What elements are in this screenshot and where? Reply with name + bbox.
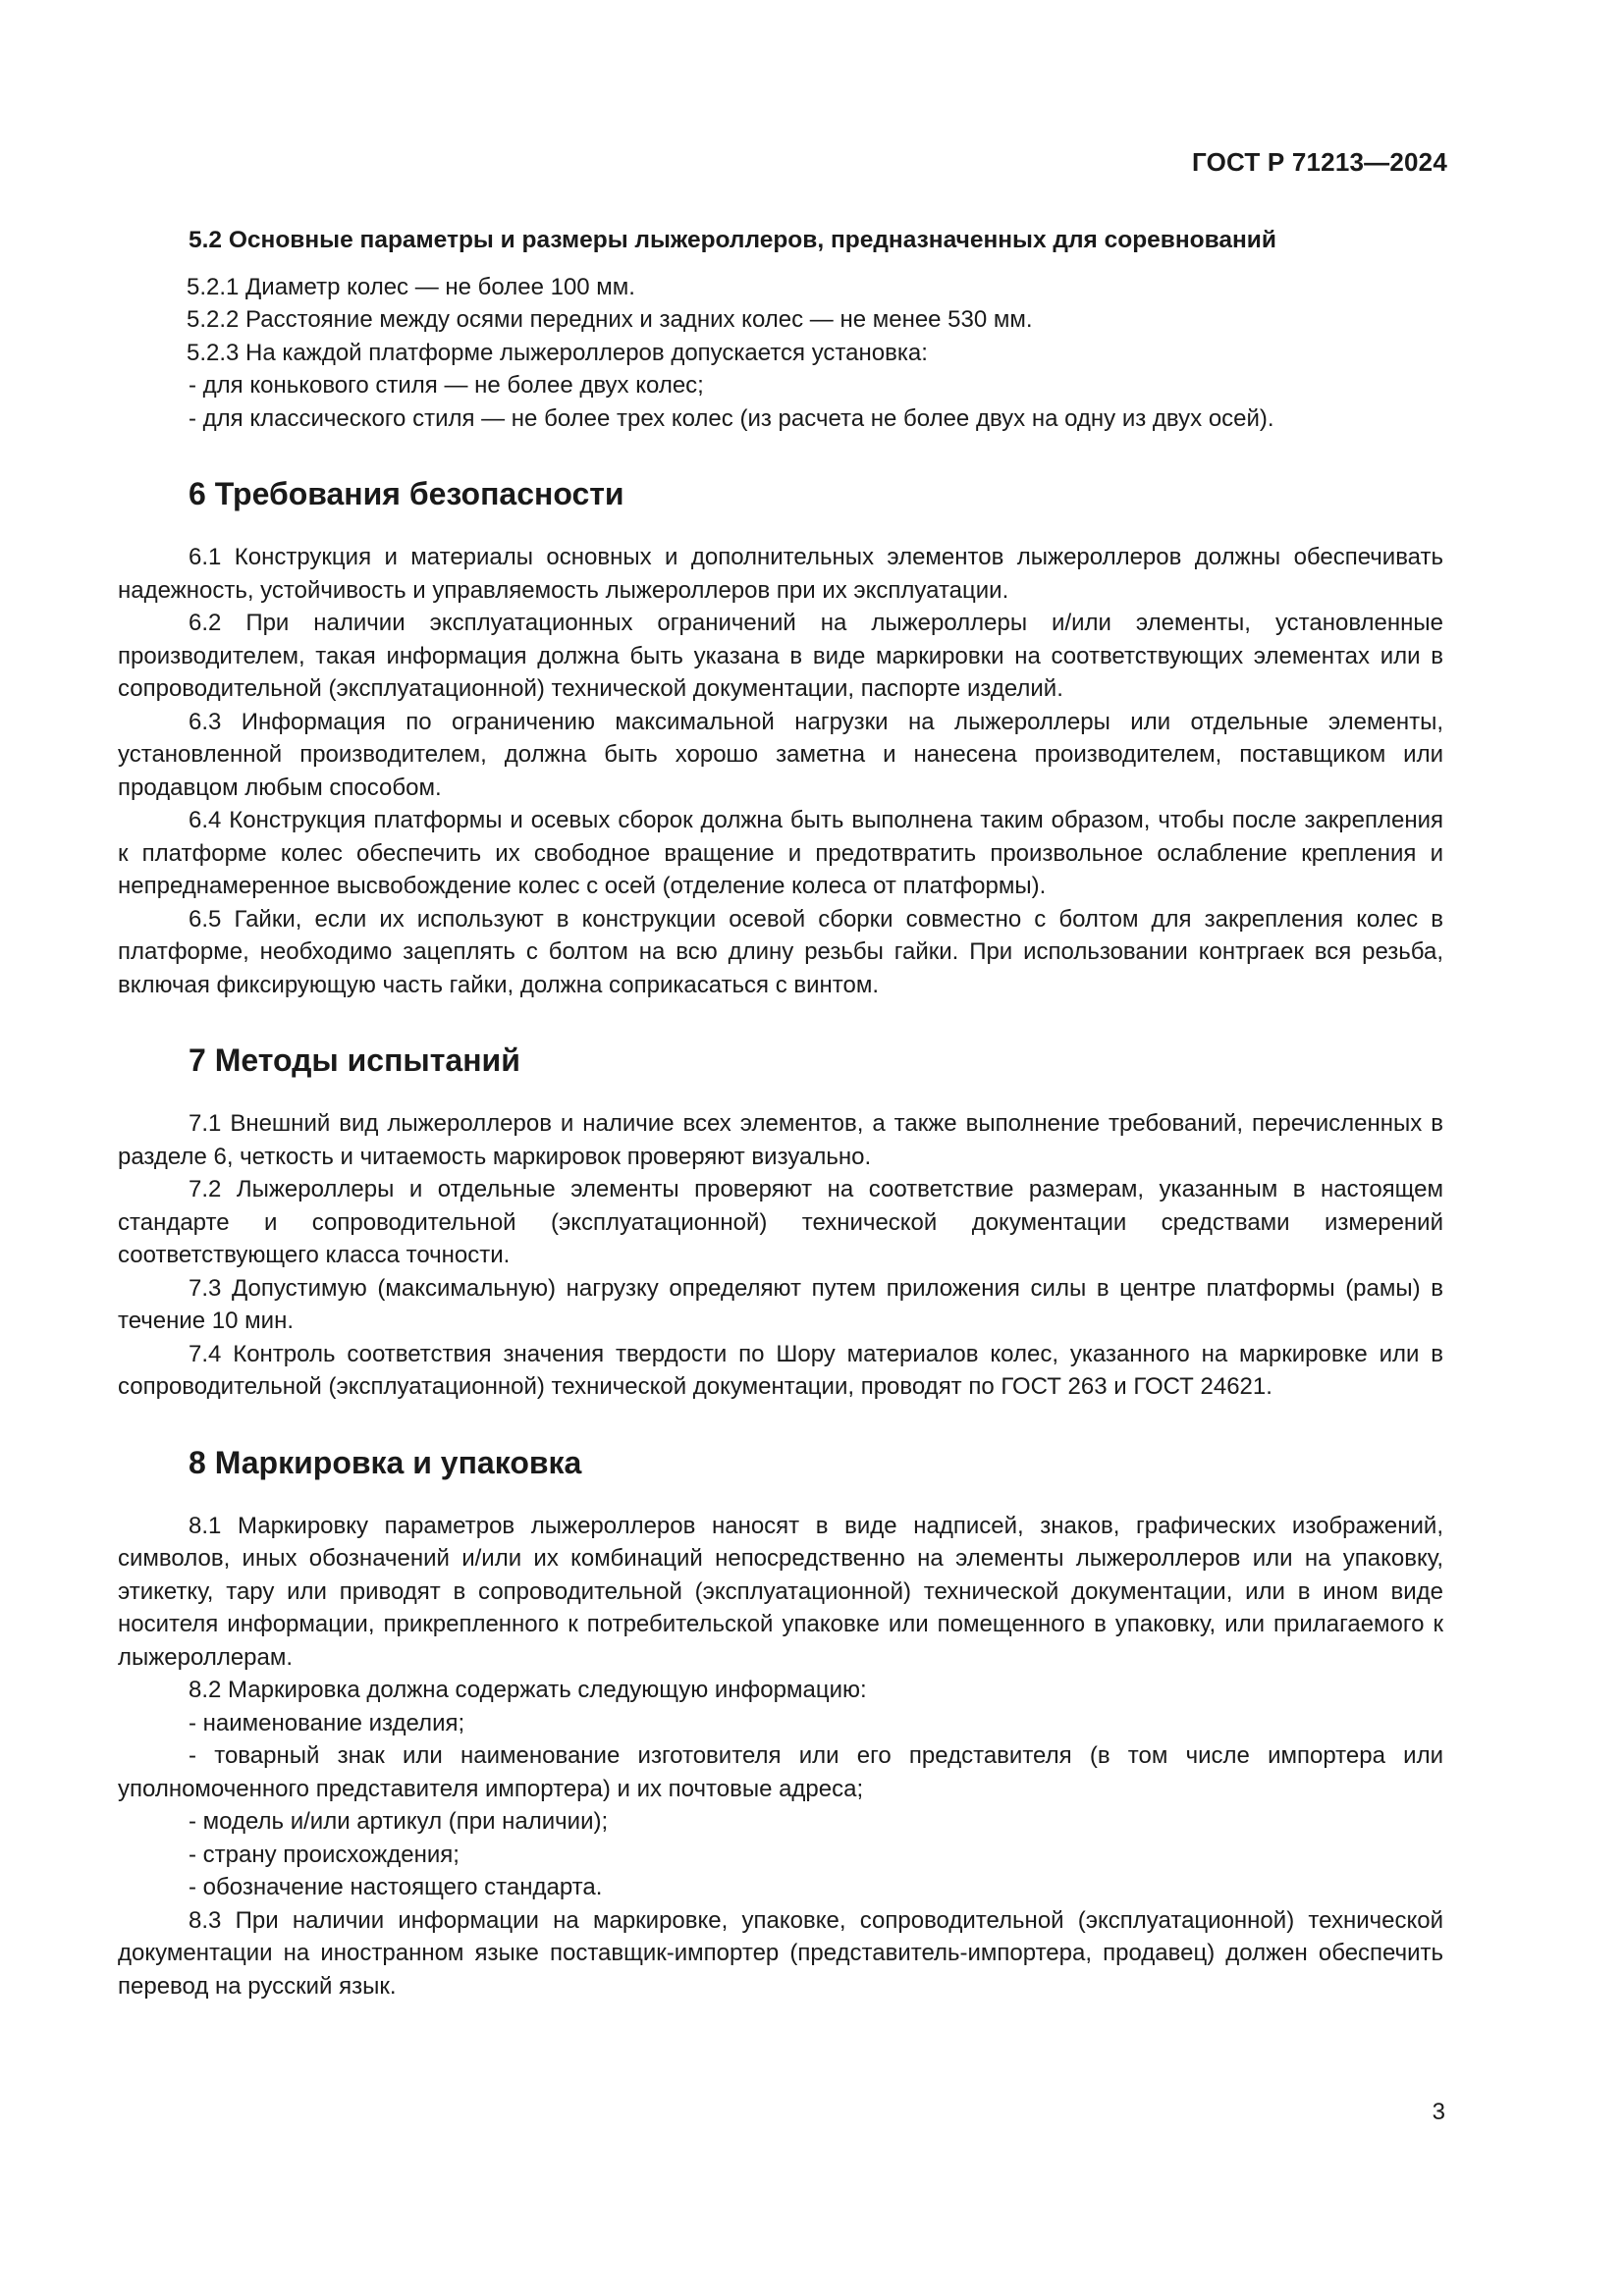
clause-5-2-1: 5.2.1 Диаметр колес — не более 100 мм. xyxy=(187,273,635,300)
clause-7-2: 7.2 Лыжероллеры и отдельные элементы проверяют на соответствие размерам, указанным в настоящем стандарте и сопроводительной (эксплуатационной) технической документации средствами измерений соответствующего класса точности. xyxy=(118,1176,1443,1268)
clause-8-1: 8.1 Маркировку параметров лыжероллеров наносят в виде надписей, знаков, графических изображений, символов, иных обозначений и/или их комбинаций непосредственно на элементы лыжероллеров или на упаковку, этикетку, тару или приводят в сопроводительной (эксплуатационной) технической документации, или в ином виде носителя информации, прикрепленного к потребительской упаковке или помещенного в упаковку, или прилагаемого к лыжероллерам. xyxy=(118,1512,1443,1671)
section-heading-7: 7 Методы испытаний xyxy=(189,1042,520,1078)
clause-8-2: 8.2 Маркировка должна содержать следующую информацию: xyxy=(189,1677,867,1703)
clause-6-1: 6.1 Конструкция и материалы основных и дополнительных элементов лыжероллеров должны обеспечивать надежность, устойчивость и управляемость лыжероллеров при их эксплуатации. xyxy=(118,544,1443,604)
clause-7-4: 7.4 Контроль соответствия значения твердости по Шору материалов колес, указанного на маркировке или в сопроводительной (эксплуатационной) технической документации, проводят по ГОСТ 263 и ГОСТ 24621. xyxy=(118,1340,1443,1400)
list-item-model: - модель и/или артикул (при наличии); xyxy=(189,1808,609,1835)
clause-6-4: 6.4 Конструкция платформы и осевых сборок должна быть выполнена таким образом, чтобы после закрепления к платформе колес обеспечить их свободное вращение и предотвратить произвольное ослабление крепления и непреднамеренное высвобождение колес с осей (отделение колеса от платформы). xyxy=(118,807,1443,899)
clause-6-2: 6.2 При наличии эксплуатационных ограничений на лыжероллеры и/или элементы, установленные производителем, такая информация должна быть указана в виде маркировки на соответствующих элементах или в сопроводительной (эксплуатационной) технической документации, паспорте изделий. xyxy=(118,610,1443,702)
page-content xyxy=(118,224,1443,2002)
subsection-heading-5-2: 5.2 Основные параметры и размеры лыжероллеров, предназначенных для соревнований xyxy=(189,227,1276,253)
list-item-classic-style: - для классического стиля — не более трех колес (из расчета не более двух на одну из двух осей). xyxy=(189,404,1274,432)
clause-5-2-3: 5.2.3 На каждой платформе лыжероллеров допускается установка: xyxy=(187,339,928,366)
list-item-skate-style: - для конькового стиля — не более двух колес; xyxy=(189,372,704,399)
list-item-product-name: - наименование изделия; xyxy=(189,1709,465,1736)
list-item-country: - страну происхождения; xyxy=(189,1841,460,1868)
section-heading-6: 6 Требования безопасности xyxy=(189,476,624,511)
clause-7-3: 7.3 Допустимую (максимальную) нагрузку определяют путем приложения силы в центре платформы (рамы) в течение 10 мин. xyxy=(118,1274,1443,1334)
clause-5-2-2: 5.2.2 Расстояние между осями передних и задних колес — не менее 530 мм. xyxy=(187,306,1033,333)
clause-6-5: 6.5 Гайки, если их используют в конструкции осевой сборки совместно с болтом для закрепления колес в платформе, необходимо зацеплять с болтом на всю длину резьбы гайки. При использовании контргаек вся резьба, включая фиксирующую часть гайки, должна соприкасаться с винтом. xyxy=(118,905,1443,998)
section-heading-8: 8 Маркировка и упаковка xyxy=(189,1444,582,1480)
clause-6-3: 6.3 Информация по ограничению максимальной нагрузки на лыжероллеры или отдельные элементы, установленной производителем, должна быть хорошо заметна и нанесена производителем, поставщиком или продавцом любым способом. xyxy=(118,708,1443,801)
document-designation: ГОСТ Р 71213—2024 xyxy=(1192,147,1447,177)
clause-7-1: 7.1 Внешний вид лыжероллеров и наличие всех элементов, а также выполнение требований, перечисленных в разделе 6, четкость и читаемость маркировок проверяют визуально. xyxy=(118,1110,1443,1170)
page-number: 3 xyxy=(1432,2099,1445,2125)
list-item-manufacturer: - товарный знак или наименование изготовителя или его представителя (в том числе импортера или уполномоченного представителя импортера) и их почтовые адреса; xyxy=(118,1742,1443,1802)
list-item-standard: - обозначение настоящего стандарта. xyxy=(189,1874,603,1900)
clause-8-3: 8.3 При наличии информации на маркировке, упаковке, сопроводительной (эксплуатационной) технической документации на иностранном языке поставщик-импортер (представитель-импортера, продавец) должен обеспечить перевод на русский язык. xyxy=(118,1906,1443,2000)
